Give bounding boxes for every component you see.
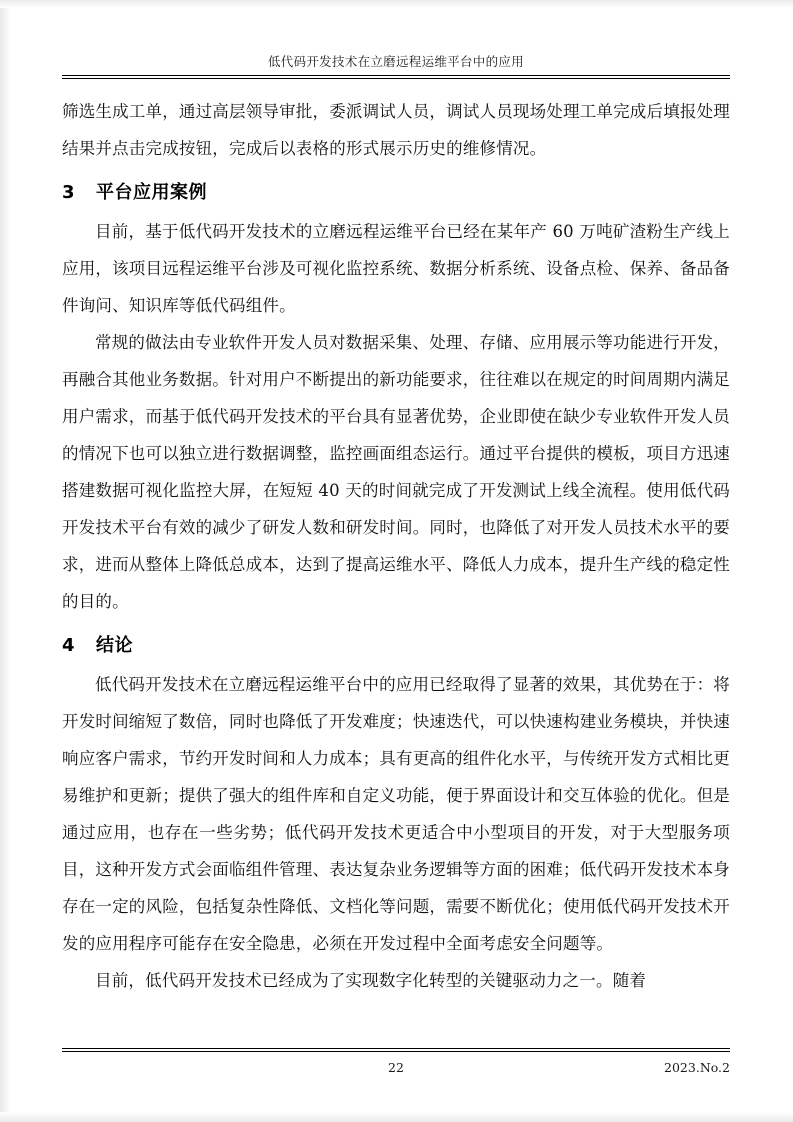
page-number: 22 xyxy=(388,1059,404,1075)
footer-rule-thick xyxy=(62,1048,730,1049)
running-head: 低代码开发技术在立磨远程运维平台中的应用 xyxy=(267,54,524,69)
section-heading-3 xyxy=(62,173,730,213)
paragraph-3-2: 常规的做法由专业软件开发人员对数据采集、处理、存储、应用展示等功能进行开发，再融合其他业务数据。针对用户不断提出的新功能要求，往往难以在规定的时间周期内满足用户需求，而基于低代码开发技术的平台具有显著优势，企业即使在缺少专业软件开发人员的情况下也可以独立进行数据调整，监控画面组态运行。通过平台提供的模板，项目方迅速搭建数据可视化监控大屏，在短短 40 天的时间就完成了开发测试上线全流程。使用低代码开发技术平台有效的减少了研发人数和研发时间。同时，也降低了对开发人员技术水平的要求，进而从整体上降低总成本，达到了提高运维水平、降低人力成本，提升生产线的稳定性的目的。 xyxy=(62,333,730,611)
page-edge-shadow-left xyxy=(0,0,10,1122)
paragraph-3-1: 目前，基于低代码开发技术的立磨远程运维平台已经在某年产 60 万吨矿渣粉生产线上应用，该项目远程运维平台涉及可视化监控系统、数据分析系统、设备点检、保养、备品备件询问、知识库等低代码组件。 xyxy=(62,222,730,315)
footer-row xyxy=(62,1060,730,1086)
header-rule-thick xyxy=(62,75,730,76)
footer-rule-thin xyxy=(62,1051,730,1052)
page-edge-shadow-bottom xyxy=(0,1112,793,1122)
page-edge-shadow-top xyxy=(0,0,793,8)
continued-paragraph: 筛选生成工单，通过高层领导审批，委派调试人员，调试人员现场处理工单完成后填报处理结果并点击完成按钮，完成后以表格的形式展示历史的维修情况。 xyxy=(62,102,730,158)
section-number-4: 4 xyxy=(62,635,76,656)
page-content xyxy=(62,52,730,999)
paragraph-4-1: 低代码开发技术在立磨远程运维平台中的应用已经取得了显著的效果，其优势在于：将开发时间缩短了数倍，同时也降低了开发难度；快速迭代，可以快速构建业务模块，并快速响应客户需求，节约开发时间和人力成本；具有更高的组件化水平，与传统开发方式相比更易维护和更新；提供了强大的组件库和自定义功能，便于界面设计和交互体验的优化。但是通过应用，也存在一些劣势；低代码开发技术更适合中小型项目的开发，对于大型服务项目，这种开发方式会面临组件管理、表达复杂业务逻辑等方面的困难；低代码开发技术本身存在一定的风险，包括复杂性降低、文档化等问题，需要不断优化；使用低代码开发技术开发的应用程序可能存在安全隐患，必须在开发过程中全面考虑安全问题等。 xyxy=(62,675,730,953)
issue-label: 2023.No.2 xyxy=(664,1059,730,1075)
header-rule-thin xyxy=(62,78,730,79)
paragraph-4-2: 目前，低代码开发技术已经成为了实现数字化转型的关键驱动力之一。随着 xyxy=(95,971,647,990)
section-heading-4 xyxy=(62,626,730,666)
section-title-4: 结论 xyxy=(96,635,133,656)
page-footer xyxy=(62,1048,730,1086)
section-title-3: 平台应用案例 xyxy=(96,182,207,203)
section-number-3: 3 xyxy=(62,182,76,203)
